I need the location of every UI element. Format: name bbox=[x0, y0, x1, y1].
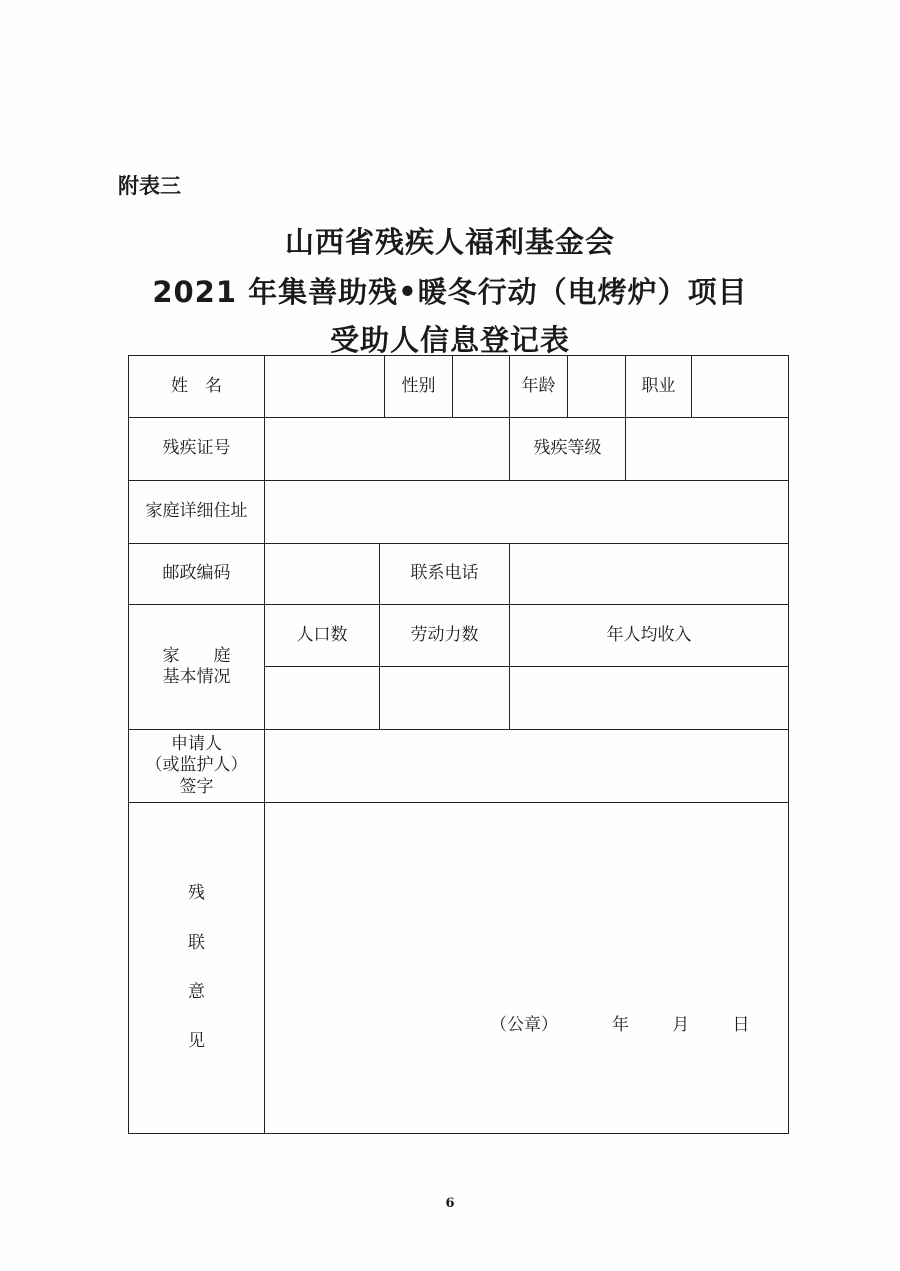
age-field[interactable] bbox=[568, 356, 626, 418]
family-label-line2: 基本情况 bbox=[162, 667, 231, 687]
population-label: 人口数 bbox=[265, 605, 380, 667]
opinion-char: 意 bbox=[188, 982, 205, 1002]
gender-label: 性别 bbox=[385, 356, 453, 418]
name-label: 姓 名 bbox=[129, 356, 265, 418]
income-label: 年人均收入 bbox=[510, 605, 789, 667]
gender-field[interactable] bbox=[453, 356, 510, 418]
postcode-label: 邮政编码 bbox=[129, 544, 265, 605]
opinion-char: 见 bbox=[188, 1031, 205, 1052]
opinion-char: 联 bbox=[188, 932, 205, 953]
occupation-field[interactable] bbox=[692, 356, 789, 418]
income-field[interactable] bbox=[510, 667, 789, 730]
phone-field[interactable] bbox=[510, 544, 789, 605]
opinion-field[interactable] bbox=[265, 803, 789, 1134]
page-number: 6 bbox=[445, 1196, 455, 1211]
occupation-label: 职业 bbox=[626, 356, 692, 418]
appendix-label: 附表三 bbox=[118, 174, 181, 198]
address-field[interactable] bbox=[265, 481, 789, 544]
seal-date-line bbox=[490, 1010, 750, 1035]
disability-federation-opinion-label bbox=[129, 803, 265, 1134]
labor-field[interactable] bbox=[380, 667, 510, 730]
address-label: 家庭详细住址 bbox=[129, 481, 265, 544]
family-label-line1: 家 庭 bbox=[162, 645, 231, 666]
postcode-field[interactable] bbox=[265, 544, 380, 605]
signature-label-line3: 签字 bbox=[179, 776, 214, 797]
name-field[interactable] bbox=[265, 356, 385, 418]
seal-label: （公章） bbox=[490, 1015, 558, 1035]
signature-field[interactable] bbox=[265, 730, 789, 803]
age-label: 年龄 bbox=[510, 356, 568, 418]
disability-level-label: 残疾等级 bbox=[510, 418, 626, 481]
title-line-1: 山西省残疾人福利基金会 bbox=[284, 225, 615, 259]
family-situation-label bbox=[129, 605, 265, 730]
signature-label-line1: 申请人 bbox=[171, 734, 222, 755]
opinion-char: 残 bbox=[188, 883, 205, 904]
phone-label: 联系电话 bbox=[380, 544, 510, 605]
month-label: 月 bbox=[672, 1015, 690, 1035]
signature-label-line2: （或监护人） bbox=[145, 755, 248, 776]
title-line-2: 2021 年集善助残•暖冬行动（电烤炉）项目 bbox=[152, 275, 748, 309]
day-label: 日 bbox=[732, 1015, 750, 1035]
labor-label: 劳动力数 bbox=[380, 605, 510, 667]
population-field[interactable] bbox=[265, 667, 380, 730]
disability-id-label: 残疾证号 bbox=[129, 418, 265, 481]
disability-level-field[interactable] bbox=[626, 418, 789, 481]
year-label: 年 bbox=[612, 1015, 630, 1035]
title-line-3: 受助人信息登记表 bbox=[329, 323, 570, 357]
disability-id-field[interactable] bbox=[265, 418, 510, 481]
signature-label bbox=[129, 730, 265, 803]
